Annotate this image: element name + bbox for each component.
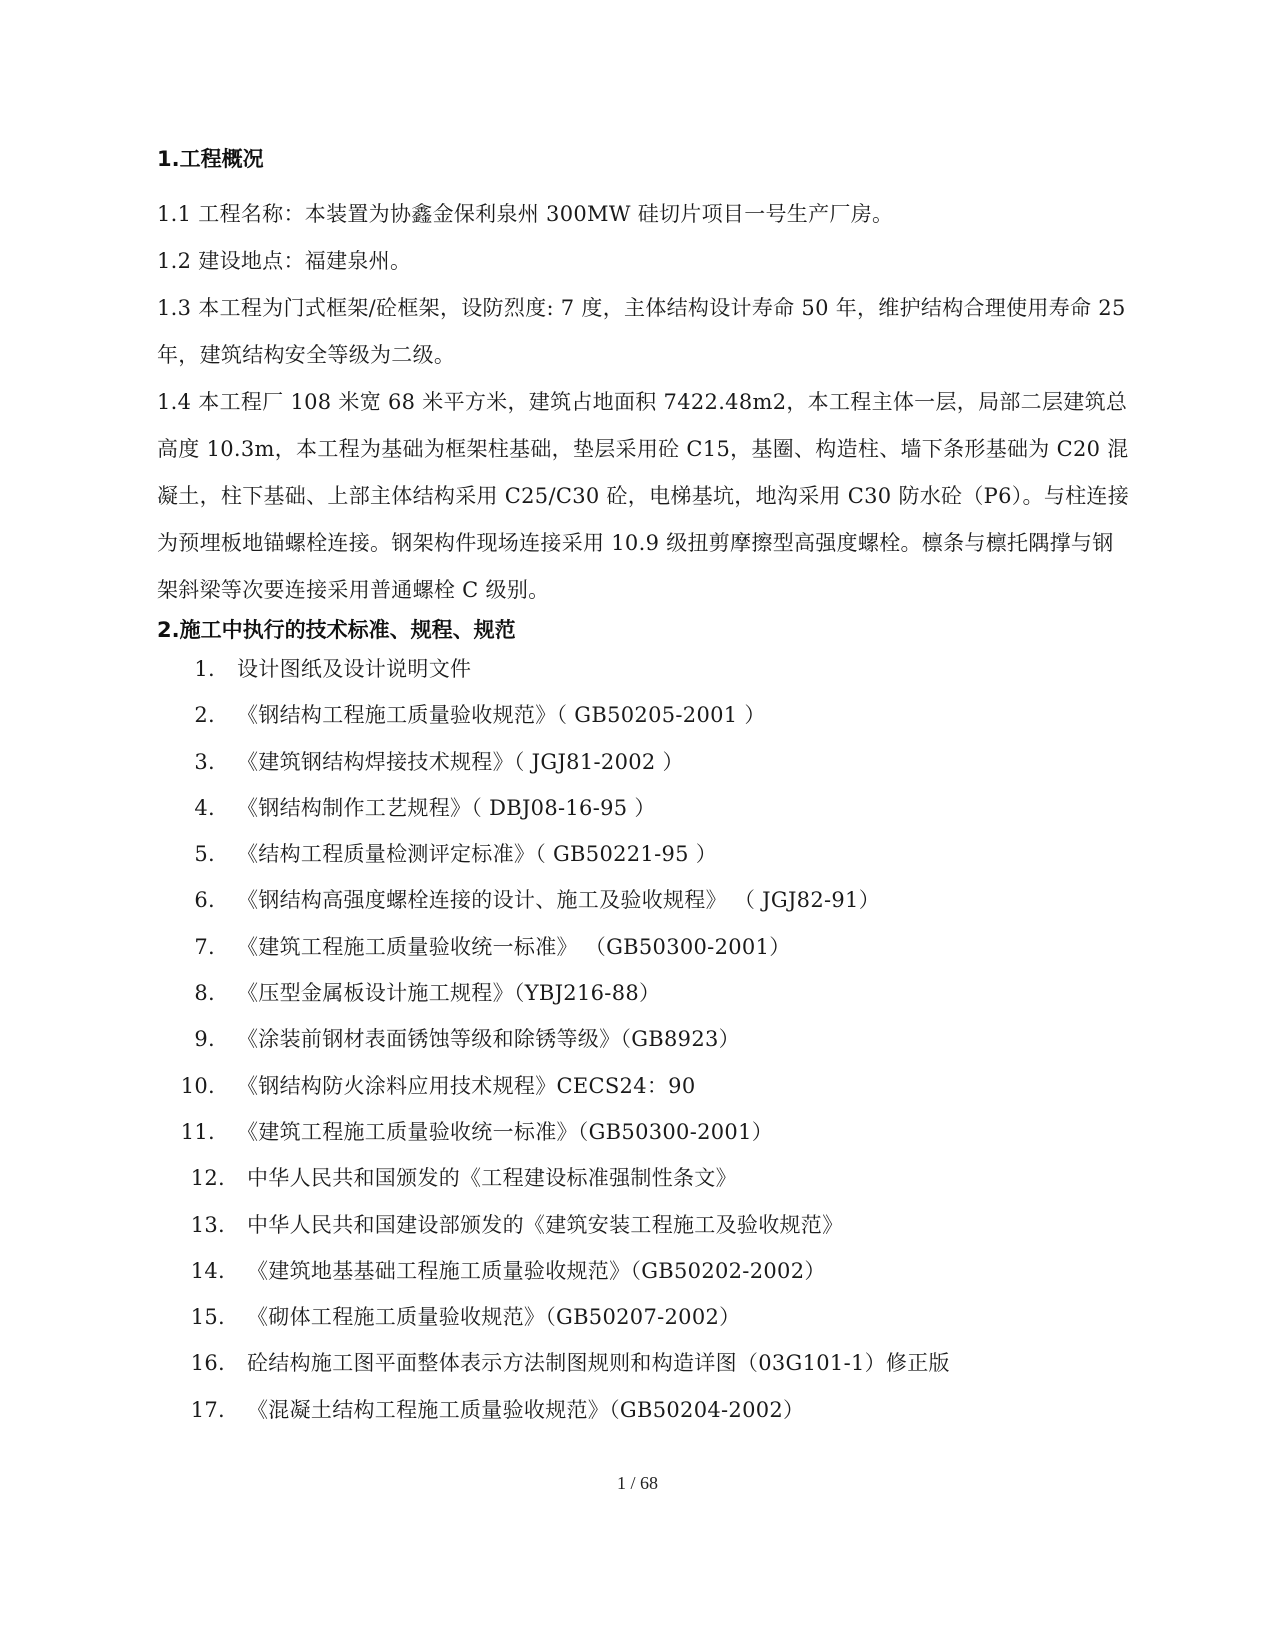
list-item: [157, 1248, 1132, 1294]
list-item: [157, 1016, 1132, 1062]
paragraph-structure-type: 1.3 本工程为门式框架/砼框架，设防烈度: 7 度，主体结构设计寿命 50 年，维护结构合理使用寿命 25 年，建筑结构安全等级为二级。: [157, 296, 1126, 367]
paragraph-project-name: 1.1 工程名称：本装置为协鑫金保利泉州 300MW 硅切片项目一号生产厂房。: [157, 202, 894, 226]
list-item-text: 《钢结构防火涂料应用技术规程》CECS24：90: [237, 1073, 696, 1098]
list-item-text: 《结构工程质量检测评定标准》（ GB50221-95 ）: [237, 842, 718, 867]
list-item-number: 9.: [194, 1027, 215, 1052]
standards-list: [157, 646, 1132, 1433]
list-item-number: 17.: [190, 1397, 225, 1422]
list-item-text: 砼结构施工图平面整体表示方法制图规则和构造详图（03G101-1）修正版: [247, 1351, 950, 1376]
list-item-number: 10.: [180, 1073, 215, 1098]
list-item-text: 设计图纸及设计说明文件: [237, 657, 472, 681]
list-item: [157, 1202, 1132, 1248]
list-item-number: 15.: [190, 1305, 225, 1330]
list-item-text: 《混凝土结构工程施工质量验收规范》（GB50204-2002）: [247, 1397, 805, 1422]
list-item-number: 6.: [194, 888, 215, 913]
section-1-heading: 1.工程概况: [157, 147, 264, 171]
list-item: [157, 1109, 1132, 1155]
list-item-text: 中华人民共和国颁发的《工程建设标准强制性条文》: [247, 1166, 737, 1191]
list-item-number: 4.: [194, 795, 215, 820]
list-item-number: 7.: [194, 934, 215, 959]
list-item-text: 《建筑工程施工质量验收统一标准》（GB50300-2001）: [237, 1119, 774, 1144]
list-item-number: 8.: [194, 981, 215, 1006]
list-item: [157, 739, 1132, 785]
list-item-number: 13.: [190, 1212, 225, 1237]
list-item-number: 1.: [194, 657, 215, 681]
list-item-text: 《钢结构制作工艺规程》（ DBJ08-16-95 ）: [237, 795, 656, 820]
list-item-text: 《建筑工程施工质量验收统一标准》 （GB50300-2001）: [237, 934, 791, 959]
list-item-number: 14.: [190, 1258, 225, 1283]
list-item-text: 中华人民共和国建设部颁发的《建筑安装工程施工及验收规范》: [247, 1212, 844, 1237]
list-item-text: 《砌体工程施工质量验收规范》（GB50207-2002）: [247, 1305, 741, 1330]
list-item: [157, 692, 1132, 738]
list-item-text: 《压型金属板设计施工规程》（YBJ216-88）: [237, 981, 661, 1006]
list-item: [157, 1294, 1132, 1340]
list-item-text: 《钢结构高强度螺栓连接的设计、施工及验收规程》 （ JGJ82-91）: [237, 888, 880, 913]
section-2-heading: 2.施工中执行的技术标准、规程、规范: [157, 618, 516, 642]
paragraph-site-location: 1.2 建设地点：福建泉州。: [157, 249, 412, 273]
list-item-number: 3.: [194, 749, 215, 774]
list-item: [157, 970, 1132, 1016]
list-item-text: 《涂装前钢材表面锈蚀等级和除锈等级》（GB8923）: [237, 1027, 740, 1052]
page-content: [157, 143, 1132, 1433]
list-item: [157, 785, 1132, 831]
page-number: 1 / 68: [616, 1473, 658, 1493]
list-item-text: 《钢结构工程施工质量验收规范》（ GB50205-2001 ）: [237, 703, 766, 728]
list-item: [157, 1155, 1132, 1201]
list-item: [157, 1387, 1132, 1433]
list-item-number: 11.: [180, 1119, 215, 1144]
list-item: [157, 924, 1132, 970]
list-item: [157, 1063, 1132, 1109]
paragraph-building-details: 1.4 本工程厂 108 米宽 68 米平方米，建筑占地面积 7422.48m2，本工程主体一层，局部二层建筑总高度 10.3m，本工程为基础为框架柱基础，垫层采用砼 C15，基圈、构造柱、墙下条形基础为 C20 混凝土，柱下基础、上部主体结构采用 C25/C30 砼，电梯基坑，地沟采用 C30 防水砼（P6）。与柱连接为预埋板地锚螺栓连接。钢架构件现场连接采用 10.9 级扭剪摩擦型高强度螺栓。檩条与檩托隅撑与钢架斜梁等次要连接采用普通螺栓 C 级别。: [157, 390, 1130, 602]
list-item-text: 《建筑钢结构焊接技术规程》（ JGJ81-2002 ）: [237, 749, 684, 774]
list-item: [157, 646, 1132, 692]
list-item: [157, 877, 1132, 923]
list-item: [157, 831, 1132, 877]
list-item-number: 16.: [190, 1351, 225, 1376]
list-item-number: 2.: [194, 703, 215, 728]
list-item-number: 12.: [190, 1166, 225, 1191]
list-item-number: 5.: [194, 842, 215, 867]
list-item: [157, 1340, 1132, 1386]
list-item-text: 《建筑地基基础工程施工质量验收规范》（GB50202-2002）: [247, 1258, 826, 1283]
